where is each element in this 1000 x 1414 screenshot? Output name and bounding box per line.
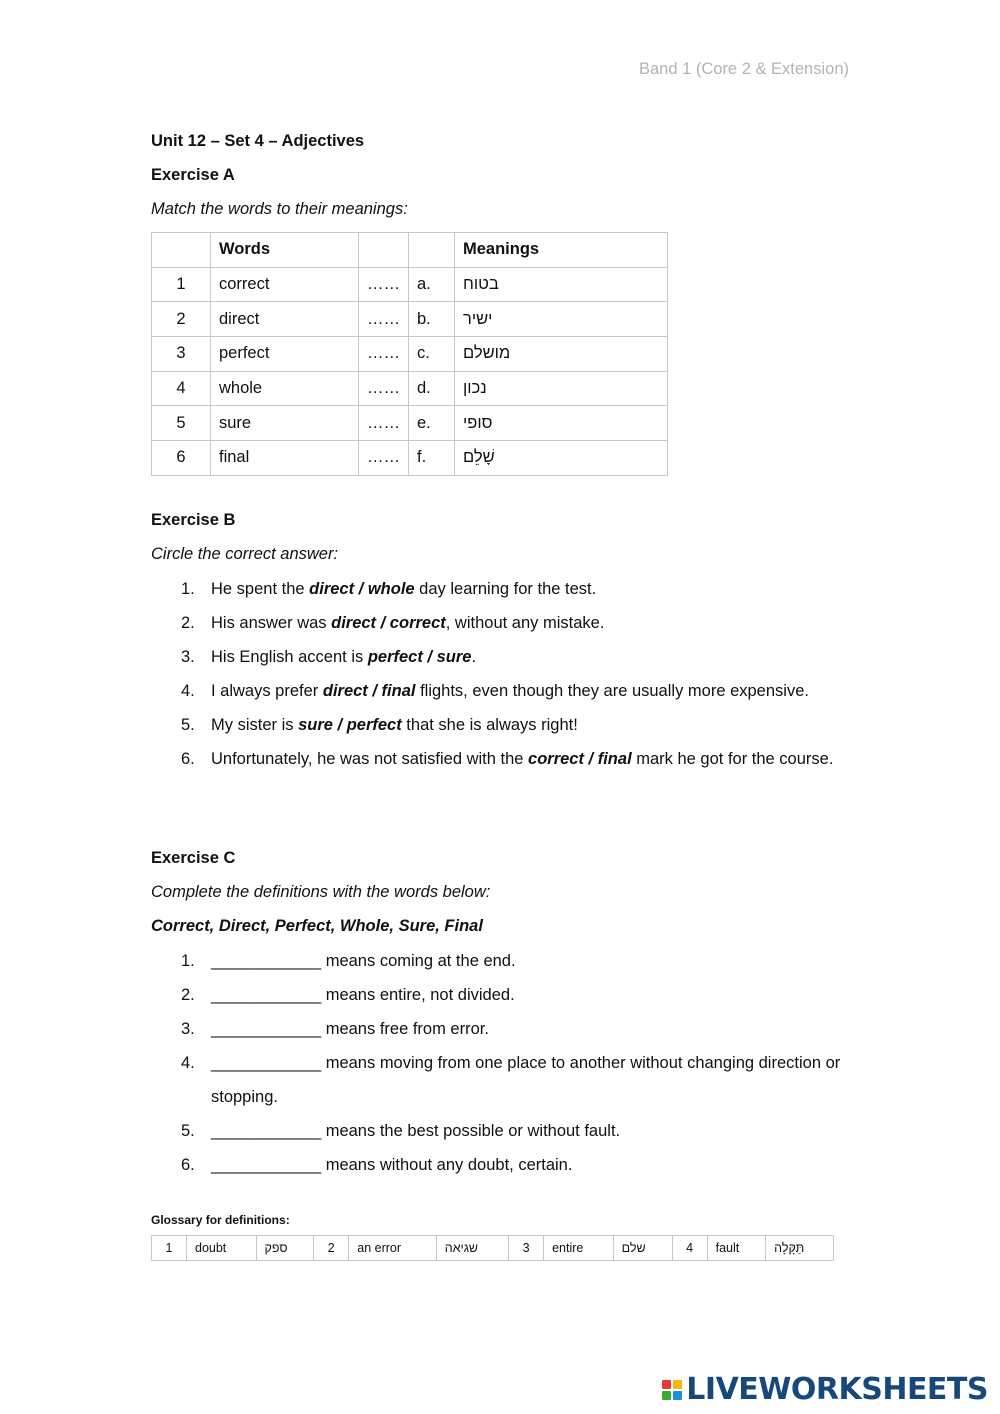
answer-blank[interactable]: …… [359, 337, 409, 372]
header-letter-cell [409, 233, 455, 268]
row-letter: b. [409, 302, 455, 337]
answer-blank[interactable]: …… [359, 371, 409, 406]
answer-choice[interactable]: perfect / sure [367, 648, 472, 666]
definition-text: means entire, not divided. [321, 986, 515, 1004]
answer-blank[interactable]: …… [359, 406, 409, 441]
glossary-hebrew: שגיאה [436, 1236, 508, 1261]
definition-text: means free from error. [321, 1020, 489, 1038]
glossary-num: 4 [672, 1236, 707, 1261]
header-meanings: Meanings [455, 233, 668, 268]
logo-square-blue [673, 1391, 682, 1400]
exercise-c-list [151, 944, 851, 1182]
header-num-cell [152, 233, 211, 268]
item-number: 6. [181, 750, 195, 768]
item-text: His answer was [211, 614, 332, 632]
header-words: Words [211, 233, 359, 268]
exercise-b-heading: Exercise B [151, 511, 236, 529]
row-number: 1 [152, 267, 211, 302]
exercise-c-instruction: Complete the definitions with the words below: [151, 883, 491, 901]
item-text: mark he got for the course. [631, 750, 834, 768]
table-row [152, 441, 668, 476]
row-letter: c. [409, 337, 455, 372]
answer-choice[interactable]: direct / whole [309, 580, 415, 598]
definition-text: means without any doubt, certain. [321, 1156, 573, 1174]
item-number: 1. [181, 580, 195, 598]
header-band-label: Band 1 (Core 2 & Extension) [638, 60, 849, 78]
matching-table-header [152, 233, 668, 268]
answer-choice[interactable]: sure / perfect [298, 716, 402, 734]
logo-square-red [662, 1380, 671, 1389]
row-number: 3 [152, 337, 211, 372]
glossary-heading: Glossary for definitions: [151, 1213, 290, 1227]
glossary-word: fault [707, 1236, 766, 1261]
row-meaning: נכון [463, 379, 487, 398]
exercise-c-heading: Exercise C [151, 849, 236, 867]
word-bank: Correct, Direct, Perfect, Whole, Sure, Final [151, 917, 483, 935]
table-row [152, 267, 668, 302]
answer-choice[interactable]: direct / correct [331, 614, 446, 632]
definition-text: means coming at the end. [321, 952, 516, 970]
liveworksheets-logo [662, 1372, 988, 1407]
item-number: 2. [181, 614, 195, 632]
table-row [152, 371, 668, 406]
row-meaning: בטוח [463, 275, 499, 294]
logo-text: LIVEWORKSHEETS [686, 1372, 988, 1407]
row-letter: e. [409, 406, 455, 441]
item-text: , without any mistake. [445, 614, 605, 632]
row-word: direct [211, 302, 359, 337]
list-item [151, 978, 851, 1012]
item-text: Unfortunately, he was not satisfied with the [211, 750, 529, 768]
list-item [151, 742, 851, 776]
logo-square-green [662, 1391, 671, 1400]
row-number: 4 [152, 371, 211, 406]
row-letter: a. [409, 267, 455, 302]
row-word: final [211, 441, 359, 476]
item-number: 6. [181, 1156, 195, 1174]
logo-grid-icon [662, 1380, 682, 1400]
item-number: 1. [181, 952, 195, 970]
exercise-a-heading: Exercise A [151, 166, 235, 184]
item-text: My sister is [211, 716, 299, 734]
matching-table [151, 232, 668, 476]
exercise-b-list [151, 572, 851, 776]
fill-blank[interactable]: ____________ [211, 1122, 322, 1140]
list-item [151, 1148, 851, 1182]
glossary-hebrew: שלם [613, 1236, 672, 1261]
fill-blank[interactable]: ____________ [211, 952, 322, 970]
glossary-num: 3 [509, 1236, 544, 1261]
item-text: He spent the [211, 580, 310, 598]
glossary-hebrew: תַּקָּלָה [766, 1236, 834, 1261]
table-row [152, 337, 668, 372]
row-word: correct [211, 267, 359, 302]
item-number: 5. [181, 716, 195, 734]
row-number: 5 [152, 406, 211, 441]
definition-text: means the best possible or without fault. [321, 1122, 621, 1140]
list-item [151, 1114, 851, 1148]
header-blank-cell [359, 233, 409, 268]
item-number: 3. [181, 1020, 195, 1038]
table-row [152, 406, 668, 441]
exercise-a-instruction: Match the words to their meanings: [151, 200, 408, 218]
glossary-word: doubt [187, 1236, 257, 1261]
item-text: . [471, 648, 477, 666]
row-letter: d. [409, 371, 455, 406]
item-number: 4. [181, 682, 195, 700]
glossary-table [151, 1235, 834, 1261]
worksheet-title: Unit 12 – Set 4 – Adjectives [151, 132, 365, 150]
item-text: flights, even though they are usually more expensive. [415, 682, 809, 700]
glossary-num: 1 [152, 1236, 187, 1261]
fill-blank[interactable]: ____________ [211, 986, 322, 1004]
item-number: 3. [181, 648, 195, 666]
glossary-hebrew: ספק [256, 1236, 314, 1261]
definition-text: means moving from one place to another without changing direction or stopping. [211, 1054, 841, 1106]
item-text: His English accent is [211, 648, 368, 666]
fill-blank[interactable]: ____________ [211, 1156, 322, 1174]
item-text: day learning for the test. [414, 580, 597, 598]
row-meaning: מושלם [463, 344, 511, 363]
glossary-word: an error [349, 1236, 437, 1261]
row-word: whole [211, 371, 359, 406]
list-item [151, 1012, 851, 1046]
row-letter: f. [409, 441, 455, 476]
list-item [151, 708, 851, 742]
exercise-b-instruction: Circle the correct answer: [151, 545, 339, 563]
answer-choice[interactable]: correct / final [528, 750, 632, 768]
glossary-word: entire [544, 1236, 614, 1261]
row-number: 2 [152, 302, 211, 337]
answer-blank[interactable]: …… [359, 441, 409, 476]
item-number: 4. [181, 1054, 195, 1072]
table-row [152, 302, 668, 337]
answer-blank[interactable]: …… [359, 302, 409, 337]
glossary-num: 2 [314, 1236, 349, 1261]
item-number: 2. [181, 986, 195, 1004]
glossary-row [152, 1236, 834, 1261]
row-word: perfect [211, 337, 359, 372]
logo-square-yellow [673, 1380, 682, 1389]
item-text: that she is always right! [401, 716, 578, 734]
fill-blank[interactable]: ____________ [211, 1054, 322, 1072]
list-item [151, 1046, 851, 1114]
row-meaning: ישיר [463, 309, 493, 328]
row-meaning: סופי [463, 413, 493, 432]
item-number: 5. [181, 1122, 195, 1140]
fill-blank[interactable]: ____________ [211, 1020, 322, 1038]
item-text: I always prefer [211, 682, 323, 700]
row-meaning: שָׁלֵם [463, 448, 495, 467]
answer-blank[interactable]: …… [359, 267, 409, 302]
list-item [151, 640, 851, 674]
list-item [151, 572, 851, 606]
row-number: 6 [152, 441, 211, 476]
row-word: sure [211, 406, 359, 441]
list-item [151, 674, 851, 708]
list-item [151, 944, 851, 978]
answer-choice[interactable]: direct / final [322, 682, 416, 700]
list-item [151, 606, 851, 640]
